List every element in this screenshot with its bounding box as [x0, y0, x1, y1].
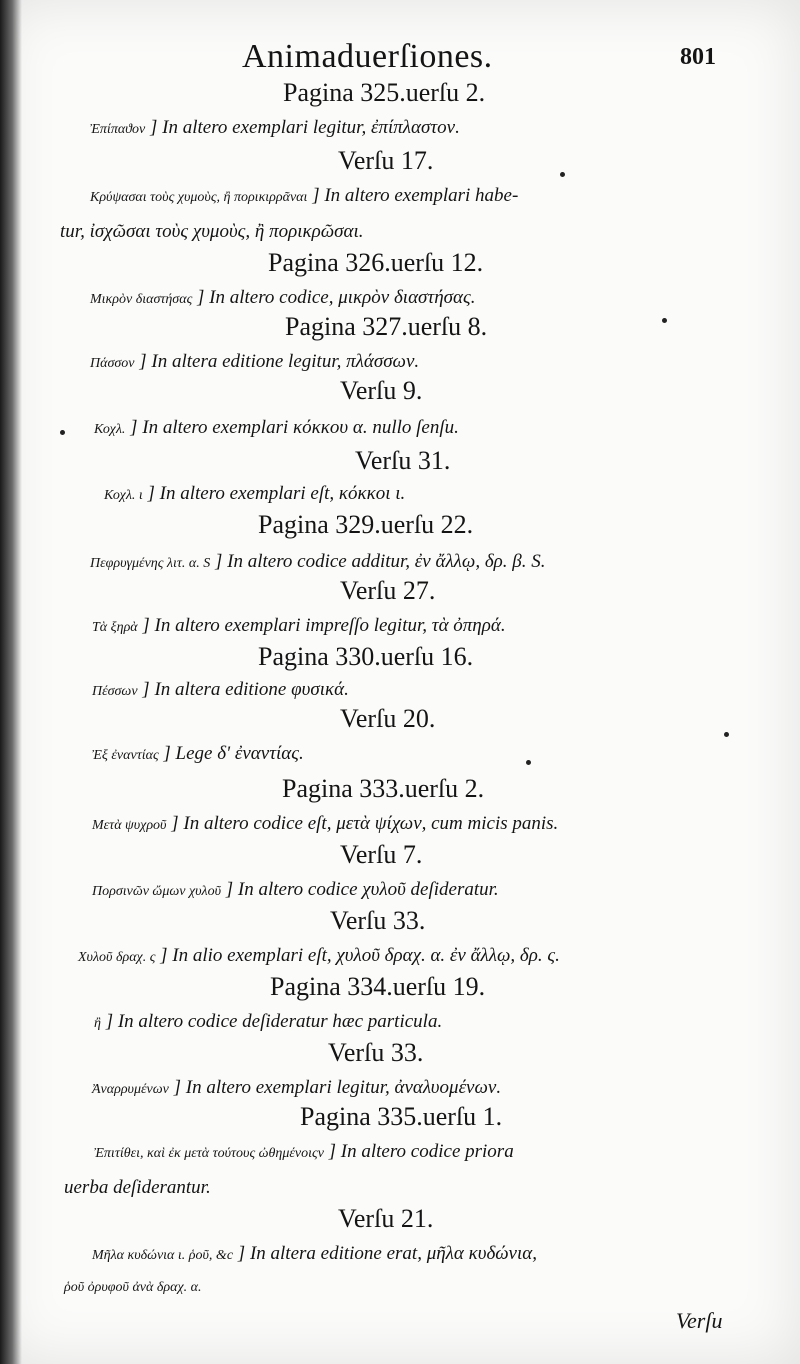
greek-lemma: ῥοῦ ὀρυφοῦ ἀνὰ δραχ. α.: [64, 1280, 202, 1295]
annotation-note: ] In altero codice priora: [328, 1141, 514, 1162]
annotation-note: ] In altera editione legitur, πλάσσων.: [139, 351, 420, 372]
section-heading: Pagina 335.uerſu 1.: [300, 1102, 503, 1131]
greek-lemma: Ἐπίπαϑον: [90, 122, 146, 137]
greek-lemma: Χυλοῦ δραχ. ς: [78, 950, 156, 965]
annotation-line: [90, 352, 419, 371]
annotation-line: [90, 118, 460, 137]
annotation-line: [92, 1078, 501, 1097]
annotation-line: [92, 744, 304, 763]
annotation-line: [92, 680, 349, 699]
annotation-line: [92, 1244, 537, 1263]
annotation-note: uerba deſiderantur.: [64, 1177, 211, 1198]
section-heading: Verſu 27.: [340, 576, 436, 605]
greek-lemma: Μετὰ ψυχροῦ: [92, 818, 167, 833]
ink-speck: [560, 172, 565, 177]
annotation-line: [92, 616, 506, 635]
annotation-line: [94, 418, 459, 437]
ink-speck: [60, 430, 65, 435]
annotation-line: [94, 1142, 514, 1161]
section-heading: Pagina 325.uerſu 2.: [283, 78, 486, 107]
section-heading: Verſu 7.: [340, 840, 423, 869]
annotation-note: ] In altero exemplari legitur, ἐπίπλαστον.: [150, 117, 460, 138]
section-heading: Verſu 17.: [338, 146, 434, 175]
section-heading: Verſu 21.: [338, 1204, 434, 1233]
annotation-line: [104, 484, 405, 503]
annotation-line: [90, 552, 546, 571]
annotation-note: ] In altera editione φυσικά.: [142, 679, 349, 700]
annotation-note: ] In altero exemplari impreſſo legitur, τὰ ὀπηρά.: [142, 615, 506, 636]
section-heading: Pagina 329.uerſu 22.: [258, 510, 474, 539]
greek-lemma: Πάσσον: [90, 356, 135, 371]
annotation-note: ] In altero codice deſideratur hæc particula.: [105, 1011, 443, 1032]
section-heading: Verſu 9.: [340, 376, 423, 405]
annotation-line: [94, 1012, 442, 1031]
greek-lemma: Ἐξ ἐναντίας: [92, 748, 159, 763]
greek-lemma: ἢ: [94, 1016, 101, 1031]
annotation-note: ] In altera editione erat, μῆλα κυδώνια,: [237, 1243, 537, 1264]
annotation-note: ] In altero exemplari eſt, κόκκοι ι.: [147, 483, 406, 504]
annotation-line: [64, 1276, 201, 1295]
section-heading: Verſu 20.: [340, 704, 436, 733]
ink-speck: [662, 318, 667, 323]
greek-lemma: Κοχλ.: [94, 422, 126, 437]
page-binding-shadow: [0, 0, 22, 1364]
ink-speck: [526, 760, 531, 765]
folio-number: 801: [680, 44, 716, 70]
greek-lemma: Ἐπιτίθει, καὶ ἐκ μετὰ τούτους ὠθημένοιςν: [94, 1146, 324, 1161]
greek-lemma: Μῆλα κυδώνια ι. ῥοῦ, &c: [92, 1248, 234, 1263]
annotation-note: ] In altero codice, μικρὸν διαστήσας.: [197, 287, 476, 308]
ink-speck: [724, 732, 729, 737]
section-heading: Pagina 327.uerſu 8.: [285, 312, 488, 341]
annotation-note: ] Lege δ' ἐναντίας.: [163, 743, 304, 764]
annotation-note: ] In altero exemplari κόκκου α. nullo ſenſu.: [130, 417, 459, 438]
catchword: Verſu: [676, 1308, 723, 1333]
annotation-note: ] In altero codice additur, ἐν ἄλλῳ, δρ. β. S.: [214, 551, 546, 572]
greek-lemma: Πέσσων: [92, 684, 138, 699]
annotation-note: ] In altero codice χυλοῦ deſideratur.: [225, 879, 499, 900]
section-heading: Verſu 33.: [330, 906, 426, 935]
annotation-note: ] In altero exemplari habe-: [312, 185, 519, 206]
section-heading: Pagina 330.uerſu 16.: [258, 642, 474, 671]
greek-lemma: Πεφρυγμένης λιτ. α. S: [90, 556, 211, 571]
section-heading: Verſu 31.: [355, 446, 451, 475]
annotation-note: ] In alio exemplari eſt, χυλοῦ δραχ. α. ἐν ἄλλῳ, δρ. ς.: [160, 945, 560, 966]
greek-lemma: Ἀναρρυμένων: [92, 1082, 169, 1097]
annotation-line: [60, 222, 364, 241]
section-heading: Pagina 326.uerſu 12.: [268, 248, 484, 277]
annotation-note: ] In altero codice eſt, μετὰ ψίχων, cum micis panis.: [171, 813, 559, 834]
greek-lemma: Τὰ ξηρὰ: [92, 620, 138, 635]
annotation-line: [90, 186, 518, 205]
annotation-line: [90, 288, 475, 307]
annotation-line: [78, 946, 560, 965]
section-heading: Verſu 33.: [328, 1038, 424, 1067]
annotation-line: [92, 880, 499, 899]
section-heading: Pagina 334.uerſu 19.: [270, 972, 486, 1001]
annotation-line: [64, 1178, 211, 1197]
greek-lemma: Πορσινῶν ὤμων χυλοῦ: [92, 884, 222, 899]
annotation-line: [92, 814, 558, 833]
greek-lemma: Μικρὸν διαστήσας: [90, 292, 193, 307]
greek-lemma: Κρύψασαι τοὺς χυμοὺς, ἢ πορικιρρᾶναι: [90, 190, 308, 205]
running-head: Animaduerſiones.: [242, 38, 493, 75]
annotation-note: ] In altero exemplari legitur, ἀναλυομένων.: [173, 1077, 502, 1098]
greek-lemma: Κοχλ. ι: [104, 488, 143, 503]
annotation-note: tur, ἰσχῶσαι τοὺς χυμοὺς, ἢ πορικρῶσαι.: [60, 221, 364, 242]
section-heading: Pagina 333.uerſu 2.: [282, 774, 485, 803]
